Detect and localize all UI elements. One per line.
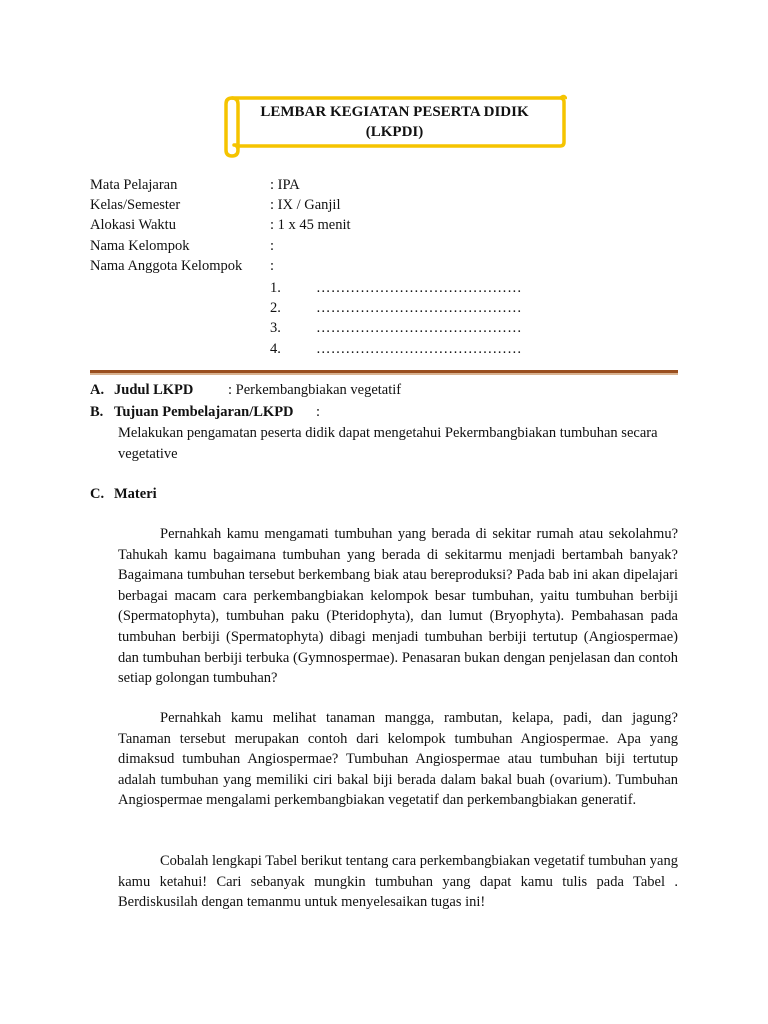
member-number: 3.	[270, 320, 281, 336]
section-b-heading	[90, 403, 294, 421]
section-c-letter: C.	[90, 486, 105, 502]
section-b-text: Melakukan pengamatan peserta didik dapat mengetahui Pekermbangbiakan tumbuhan secara vegetative	[118, 425, 658, 462]
group-label: Nama Kelompok	[90, 238, 190, 254]
member-number: 2.	[270, 300, 281, 316]
class-value: : IX / Ganjil	[270, 197, 341, 213]
members-label: Nama Anggota Kelompok	[90, 258, 243, 274]
section-b-value: :	[316, 404, 321, 420]
title-banner	[222, 92, 567, 160]
member-blank-line: ……………………………………	[316, 341, 522, 357]
time-value: : 1 x 45 menit	[270, 217, 351, 233]
materi-paragraph-2: Pernahkah kamu melihat tanaman mangga, rambutan, kelapa, padi, dan jagung? Tanaman tersebut merupakan contoh dari kelompok tumbuhan Angiospermae. Apa yang dimaksud tumbuhan Angiospermae? Tumbuhan Angiospermae atau tumbuhan biji tertutup adalah tumbuhan yang memiliki ciri bakal biji berada dalam bakal buah (ovarium). Tumbuhan Angiospermae mengalami perkembangbiakan vegetatif dan perkembangbiakan generatif.	[118, 710, 678, 809]
subject-label: Mata Pelajaran	[90, 177, 178, 193]
section-divider	[90, 370, 678, 373]
materi-paragraph-1: Pernahkah kamu mengamati tumbuhan yang berada di sekitar rumah atau sekolahmu? Tahukah kamu bagaimana tumbuhan yang berada di sekitarmu menjadi bertambah banyak? Bagaimana tumbuhan tersebut berkembang biak atau bereproduksi? Pada bab ini akan dipelajari berbagai macam cara perkembangbiakan kelompok besar tumbuhan, yaitu tumbuhan berbiji (Spermatophyta), tumbuhan paku (Pteridophyta), dan lumut (Bryophyta). Pembahasan pada tumbuhan berbiji (Spermatophyta) dibagi menjadi tumbuhan berbiji tertutup (Angiospermae) dan tumbuhan berbiji terbuka (Gymnospermae). Penasaran bukan dengan penjelasan dan contoh setiap golongan tumbuhan?	[118, 526, 678, 687]
materi-paragraph-3: Cobalah lengkapi Tabel berikut tentang cara perkembangbiakan vegetatif tumbuhan yang kamu ketahui! Cari sebanyak mungkin tumbuhan yang dapat kamu tulis pada Tabel . Berdiskusilah dengan temanmu untuk menyelesaikan tugas ini!	[118, 853, 678, 911]
section-c-title: Materi	[114, 486, 157, 502]
class-label: Kelas/Semester	[90, 197, 181, 213]
member-blank-line: ……………………………………	[316, 320, 522, 336]
section-a-letter: A.	[90, 382, 105, 398]
section-b-letter: B.	[90, 404, 104, 420]
member-blank-line: ……………………………………	[316, 300, 522, 316]
section-a-value: : Perkembangbiakan vegetatif	[228, 382, 402, 398]
member-number: 4.	[270, 341, 281, 357]
section-c-heading	[90, 485, 157, 503]
section-a-title: Judul LKPD	[114, 382, 194, 398]
time-label: Alokasi Waktu	[90, 217, 176, 233]
title-line-2: (LKPDI)	[365, 124, 424, 140]
member-number: 1.	[270, 280, 281, 296]
subject-value: : IPA	[270, 177, 300, 193]
section-a-heading	[90, 381, 193, 399]
member-blank-line: ……………………………………	[316, 280, 522, 296]
title-line-1: LEMBAR KEGIATAN PESERTA DIDIK	[260, 104, 529, 120]
members-value: :	[270, 258, 275, 274]
group-value: :	[270, 238, 275, 254]
section-b-title: Tujuan Pembelajaran/LKPD	[114, 404, 294, 420]
